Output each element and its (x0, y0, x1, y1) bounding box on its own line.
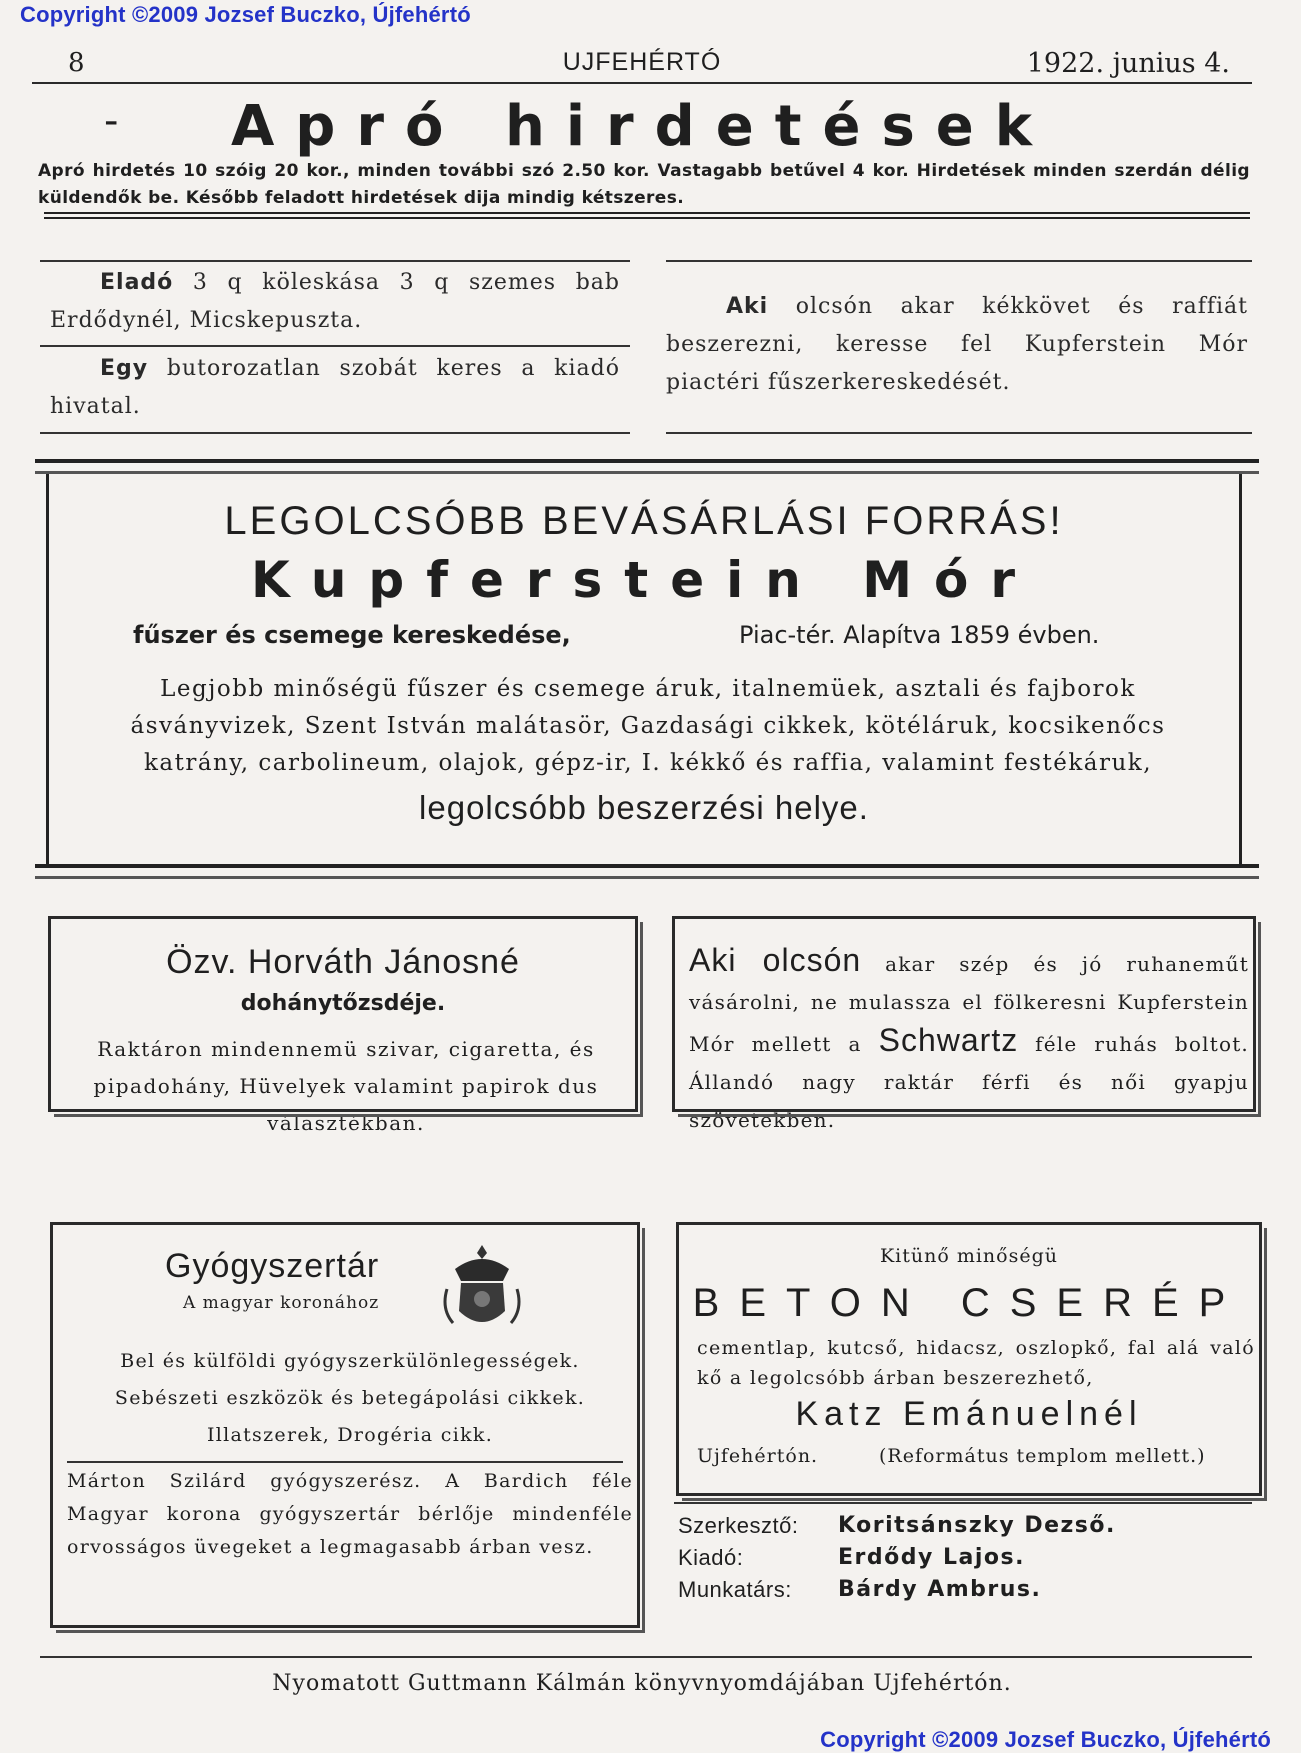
header-rule (32, 82, 1252, 84)
small-ad-rule-5 (666, 432, 1252, 434)
kupferstein-body: Legjobb minőségü fűszer és csemege áruk, italnemüek, asztali és fajborok ásványvizek, Szent István malátasör, Gazdasági cikkek, kötéláruk, kocsikenőcs katrány, carbolineum, olajok, gépz-ir, I. kékkő és raffia, valamint festékáruk, (130, 676, 1166, 776)
editor-name: Koritsánszky Dezső. (838, 1513, 1116, 1538)
classifieds-title-text: Apró hirdetések (230, 94, 1054, 159)
staff-rule (674, 1502, 1252, 1504)
staff-list (678, 1510, 1116, 1606)
small-ad-3-text: olcsón akar kékkövet és raffiát beszerezni, keresse fel Kupferstein Mór piactéri fűszerkereskedését. (666, 294, 1248, 395)
copyright-notice-top: Copyright ©2009 Jozsef Buczko, Újfehértó (20, 2, 471, 27)
tobacco-ad (48, 916, 638, 1135)
small-ad-rule-4 (666, 260, 1252, 262)
beton-ad (676, 1222, 1262, 1496)
small-ad-1 (50, 264, 620, 340)
associate-name: Bárdy Ambrus. (838, 1577, 1042, 1602)
publisher-name: Erdődy Lajos. (838, 1545, 1025, 1570)
small-ad-2-lead: Egy (100, 356, 149, 381)
pharmacy-ad (50, 1222, 640, 1628)
pharmacy-subtitle: A magyar koronához (183, 1293, 380, 1313)
small-ad-1-text: 3 q köleskása 3 q szemes bab Erdődynél, Micskepuszta. (50, 270, 621, 333)
schwartz-text-1: akar szép és jó ruhaneműt vásárolni, ne mulassza el fölkeresni Kupferstein Mór mellett a (689, 952, 1250, 1056)
page-number: 8 (68, 48, 85, 78)
pharmacy-body: Bel és külföldi gyógyszerkülönlegességek. Sebészeti eszközök és betegápolási cikkek. Illatszerek, Drogéria cikk. (114, 1350, 586, 1446)
kupferstein-top-border (35, 459, 1259, 474)
small-ad-2-text: butorozatlan szobát keres a kiadó hivatal. (50, 356, 620, 419)
kupferstein-location: Piac-tér. Alapítva 1859 évben. (739, 621, 1100, 649)
printer-notice: Nyomatott Guttmann Kálmán könyvnyomdájában Ujfehértón. (272, 1671, 1012, 1696)
kupferstein-bottom-border (35, 864, 1259, 879)
pharmacy-divider (67, 1461, 623, 1463)
schwartz-body (689, 941, 1249, 1139)
tobacco-body: Raktáron mindennemü szivar, cigaretta, és pipadohány, Hüvelyek valamint papirok dus választékban. (93, 1037, 599, 1135)
small-ad-rule-3 (40, 432, 630, 434)
associate-label: Munkatárs: (678, 1577, 792, 1602)
classifieds-divider (44, 212, 1250, 219)
crown-crest-icon (437, 1239, 527, 1335)
newspaper-page (32, 36, 1255, 1716)
beton-seller: Katz Emánuelnél (795, 1395, 1143, 1433)
small-ad-rule-1 (40, 260, 630, 262)
beton-title: BETON CSERÉP (692, 1281, 1246, 1325)
kupferstein-ad (46, 471, 1242, 867)
tobacco-name: Özv. Horváth Jánosné (166, 943, 520, 981)
publisher-label: Kiadó: (678, 1545, 744, 1570)
schwartz-lead: Aki olcsón (689, 942, 862, 978)
editor-label: Szerkesztő: (678, 1513, 799, 1538)
beton-place: Ujfehértón. (697, 1445, 819, 1467)
kupferstein-headline: LEGOLCSÓBB BEVÁSÁRLÁSI FORRÁS! (224, 499, 1064, 543)
small-ad-rule-2 (40, 345, 630, 347)
schwartz-ad (672, 916, 1256, 1132)
small-ad-2 (50, 350, 620, 426)
title-dash: - (104, 98, 119, 144)
kupferstein-closing: legolcsóbb beszerzési helye. (419, 789, 869, 826)
page-header (32, 42, 1252, 82)
issue-date: 1922. junius 4. (1026, 48, 1230, 79)
kupferstein-name: Kupferstein Mór (250, 551, 1038, 609)
beton-body: cementlap, kutcső, hidacsz, oszlopkő, fal alá való kő a legolcsóbb árban beszerezhető, (697, 1337, 1255, 1389)
pharmacy-body-2: Márton Szilárd gyógyszerész. A Bardich féle Magyar korona gyógyszertár bérlője mindenféle orvosságos üvegeket a legmagasabb árban vesz. (67, 1470, 633, 1558)
tobacco-subtitle: dohánytőzsdéje. (240, 991, 446, 1016)
small-ad-3 (666, 288, 1248, 402)
pharmacy-title: Gyógyszertár (165, 1247, 380, 1285)
beton-quality: Kitünő minőségü (879, 1245, 1059, 1267)
kupferstein-business: fűszer és csemege kereskedése, (133, 621, 571, 649)
schwartz-name: Schwartz (878, 1022, 1019, 1058)
copyright-notice-bottom: Copyright ©2009 Jozsef Buczko, Újfehértó (820, 1727, 1271, 1752)
printer-rule (40, 1656, 1252, 1658)
small-ad-3-lead: Aki (726, 294, 769, 319)
paper-title: UJFEHÉRTÓ (562, 48, 722, 76)
schwartz-text-2: féle ruhás boltot. Állandó nagy raktár férfi és női gyapju szövetekben. (689, 1032, 1249, 1132)
beton-address: (Református templom mellett.) (879, 1445, 1206, 1467)
classifieds-title (32, 94, 1252, 159)
small-ad-1-lead: Eladó (100, 270, 174, 295)
classifieds-terms: Apró hirdetés 10 szóig 20 kor., minden további szó 2.50 kor. Vastagabb betűvel 4 kor. Hirdetések minden szerdán délig küldendők be. Később feladott hirdetések dija mindig kétszeres. (38, 161, 1250, 208)
